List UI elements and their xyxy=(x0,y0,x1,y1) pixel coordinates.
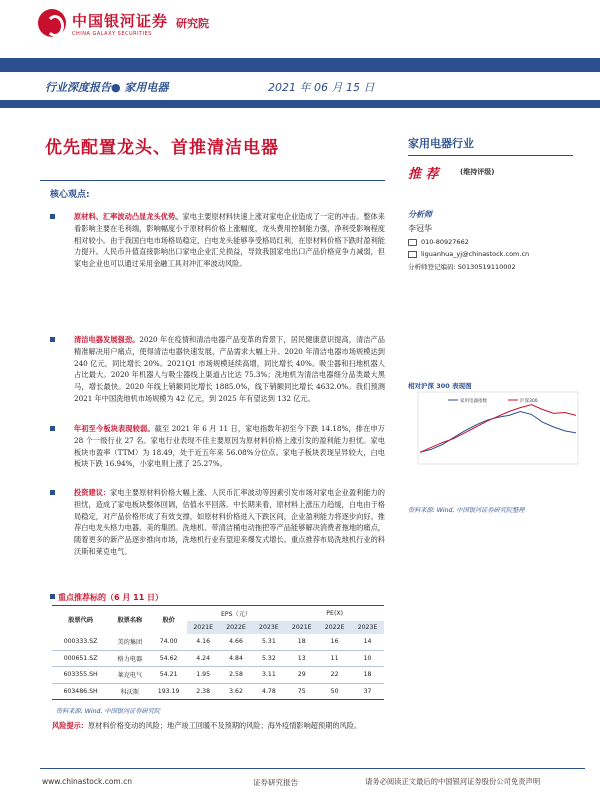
stocks-table-title xyxy=(58,592,163,603)
report-type: 行业深度报告● 家用电器 xyxy=(45,81,169,94)
bullet-square-icon xyxy=(50,426,55,431)
col-name: 股票名称 xyxy=(109,606,150,634)
eps-value: 4.78 xyxy=(252,683,285,700)
sidebar-divider xyxy=(408,155,573,156)
chart-frame xyxy=(418,392,578,464)
stock-price: 54.62 xyxy=(151,650,187,667)
viewpoint-lead: 年初至今板块表现较弱。 xyxy=(74,424,155,433)
chart-source: 资料来源: Wind, 中国银河证券研究院整理 xyxy=(408,507,525,514)
stock-price: 74.00 xyxy=(151,634,187,651)
year-header: 2023E xyxy=(351,621,384,634)
analyst-email xyxy=(408,250,529,258)
email-address[interactable]: liguanhua_yj@chinastock.com.cn xyxy=(421,250,530,258)
year-header: 2021E xyxy=(285,621,318,634)
viewpoint-2 xyxy=(50,334,385,405)
stock-name: 科沃斯 xyxy=(109,683,150,700)
table-row xyxy=(52,650,384,667)
analyst-cert xyxy=(408,262,516,271)
stock-name: 格力电器 xyxy=(109,650,150,667)
viewpoint-text: 家电主要原材料价格大幅上涨、人民币汇率波动等因素引发市场对家电企业盈利能力的担忧，造成了家电板块整体回调，估值水平回落。中长期来看，原材料上涨压力趋缓，白电由于格局稳定，对产品价格形成了有效支撑，如原材料价格进入下跌区间，企业盈利能力将逐步向好。推荐白电龙头格力电器、美的集团。洗地机、带清洁桶电动拖把等产品能够解决消费者拖地的痛点，随着更多的新产品逐步推向市场，洗地机行业有望迎来爆发式增长。重点推荐布局洗地机行业的科沃斯和莱克电气。 xyxy=(74,488,385,556)
col-code: 股票代码 xyxy=(52,606,109,634)
logo-cn: 中国银河证券 xyxy=(72,11,169,30)
pe-value: 18 xyxy=(351,667,384,684)
viewpoint-text: 家电主要原材料快速上涨对家电企业造成了一定的冲击。整体来看影响主要在毛利端，影响幅度小于原材料价格上涨幅度，龙头费用控制能力强，净利受影响程度相对较小。由于我国白电市场格局稳定，白电龙头能够享受格局红利，在原材料价格下跌时盈利能力提升。人民币升值直接影响出口家电企业汇兑损益，导致我国家电出口产品价格竞争力减弱，但家电企业也可以通过采用金融工具对冲汇率波动风险。 xyxy=(74,212,385,269)
series-line xyxy=(420,412,576,453)
pe-value: 10 xyxy=(351,650,384,667)
stock-code: 603486.SH xyxy=(52,683,109,700)
pe-value: 37 xyxy=(351,683,384,700)
stock-code: 000333.SZ xyxy=(52,634,109,651)
pe-value: 29 xyxy=(285,667,318,684)
pe-value: 16 xyxy=(318,634,351,651)
report-date: 2021 年 06 月 15 日 xyxy=(268,81,375,94)
year-header: 2023E xyxy=(252,621,285,634)
pe-value: 11 xyxy=(318,650,351,667)
legend-label: 沪深300 xyxy=(520,399,538,404)
cert-code: 分析师登记编码: S0130519110002 xyxy=(408,263,516,271)
galaxy-logo-icon xyxy=(38,9,66,37)
bullet-square-icon xyxy=(50,337,55,342)
col-price: 股价 xyxy=(151,606,187,634)
table-row xyxy=(52,683,384,700)
stock-name: 莱克电气 xyxy=(109,667,150,684)
eps-value: 4.16 xyxy=(187,634,220,651)
phone-icon xyxy=(408,239,417,246)
risk-lead: 风险提示： xyxy=(52,721,88,730)
chart-lines xyxy=(420,405,576,453)
stock-price: 193.19 xyxy=(151,683,187,700)
title-divider xyxy=(40,180,385,181)
eps-value: 1.95 xyxy=(187,667,220,684)
analyst-heading: 分析师 xyxy=(408,210,432,219)
banner-bottom-bar xyxy=(0,100,600,108)
chart-title: 相对沪深 300 表现图 xyxy=(408,382,472,390)
group-pe: PE(X) xyxy=(285,606,384,621)
pe-value: 13 xyxy=(285,650,318,667)
stock-name: 美的集团 xyxy=(109,634,150,651)
viewpoint-text: 2020 年在疫情和清洁电器产品变革的背景下，居民健康意识提高，清洁产品精准解决用户痛点，使得清洁电器快速发展，产品需求大幅上升。2020 年清洁电器市场规模达到 240 亿元，同比增长 20%。2021Q1 市场规模延续高增，同比增长 40%。吸尘器和扫地机器人占比最大。2020 年机器人与吸尘器线上渠道占比达 75.3%；洗地机为清洁电器细分品类最大黑马，增长最快。2020 年线上销额同比增长 1885.0%，线下销额同比增长 4632.0%。我们预测 2021 年中国洗地机市场规模为 42 亿元，到 2025 年有望达到 132 亿元。 xyxy=(74,335,385,403)
pe-value: 14 xyxy=(351,634,384,651)
analyst-name: 李冠华 xyxy=(408,224,432,233)
bullet-square-icon xyxy=(50,214,55,219)
bullet-square-icon xyxy=(50,490,55,495)
footer-disclaimer: 请务必阅读正文最后的中国银河证券股份公司免责声明 xyxy=(365,777,541,786)
eps-value: 5.32 xyxy=(252,650,285,667)
eps-value: 4.24 xyxy=(187,650,220,667)
eps-value: 4.84 xyxy=(220,650,253,667)
analyst-phone xyxy=(408,238,469,246)
pe-value: 75 xyxy=(285,683,318,700)
pe-value: 50 xyxy=(318,683,351,700)
viewpoint-4 xyxy=(50,487,385,558)
viewpoint-lead: 原材料、汇率波动凸显龙头优势。 xyxy=(74,212,183,221)
stock-code: 000651.SZ xyxy=(52,650,109,667)
table-row xyxy=(52,667,384,684)
viewpoint-text: 截至 2021 年 6 月 11 日，家电指数年初至今下跌 14.18%，排在申万 28 个一级行业 27 名。家电行业表现不佳主要原因为原材料价格上涨引发的盈利能力担忧。家电板块市盈率（TTM）为 18.49，处于近五年来 56.08%分位点。家电子板块表现呈异较大，白电板块下跌 16.94%，小家电则上涨了 25.27%。 xyxy=(74,424,385,469)
brand-logo xyxy=(38,6,209,40)
pe-value: 18 xyxy=(285,634,318,651)
footer-center: 证券研究报告 xyxy=(253,778,298,787)
series-line xyxy=(420,405,576,453)
mail-icon xyxy=(408,251,417,258)
rating-label: 推 荐 xyxy=(408,167,439,182)
viewpoint-lead: 清洁电器发展强劲。 xyxy=(74,335,140,344)
group-eps: EPS（元） xyxy=(187,606,286,621)
rating-note: (维持评级) xyxy=(460,168,495,176)
core-heading: 核心观点: xyxy=(50,190,90,200)
phone-number: 010-80927662 xyxy=(421,238,469,246)
eps-value: 3.11 xyxy=(252,667,285,684)
logo-en: CHINA GALAXY SECURITIES xyxy=(72,30,152,37)
eps-value: 3.62 xyxy=(220,683,253,700)
viewpoint-1 xyxy=(50,211,385,270)
eps-value: 5.31 xyxy=(252,634,285,651)
year-header: 2022E xyxy=(220,621,253,634)
risk-text: 原材料价格变动的风险；地产竣工回暖不及预期的风险；海外疫情影响超预期的风险。 xyxy=(87,721,362,730)
eps-value: 4.66 xyxy=(220,634,253,651)
footer-divider xyxy=(40,768,585,769)
legend-label: 家用电器指数 xyxy=(460,399,487,404)
risk-notice xyxy=(52,720,387,732)
logo-suffix: 研究院 xyxy=(176,17,210,30)
pe-value: 22 xyxy=(318,667,351,684)
page-title: 优先配置龙头、首推清洁电器 xyxy=(45,138,279,158)
eps-value: 2.58 xyxy=(220,667,253,684)
viewpoint-lead: 投资建议： xyxy=(74,488,111,497)
viewpoint-3 xyxy=(50,423,385,470)
eps-value: 2.38 xyxy=(187,683,220,700)
table-row xyxy=(52,634,384,651)
year-header: 2021E xyxy=(187,621,220,634)
year-header: 2022E xyxy=(318,621,351,634)
chart-legend xyxy=(448,397,538,404)
stocks-table xyxy=(52,605,384,700)
footer-website[interactable]: www.chinastock.com.cn xyxy=(42,777,132,786)
bullet-square-icon xyxy=(50,594,55,599)
stocks-table-title-text: 重点推荐标的（6 月 11 日） xyxy=(58,593,164,602)
performance-chart xyxy=(408,388,583,498)
stock-code: 603355.SH xyxy=(52,667,109,684)
industry-label: 家用电器行业 xyxy=(408,137,474,150)
stock-price: 54.21 xyxy=(151,667,187,684)
table-source: 资料来源: Wind, 中国银河证券研究院 xyxy=(56,708,161,715)
